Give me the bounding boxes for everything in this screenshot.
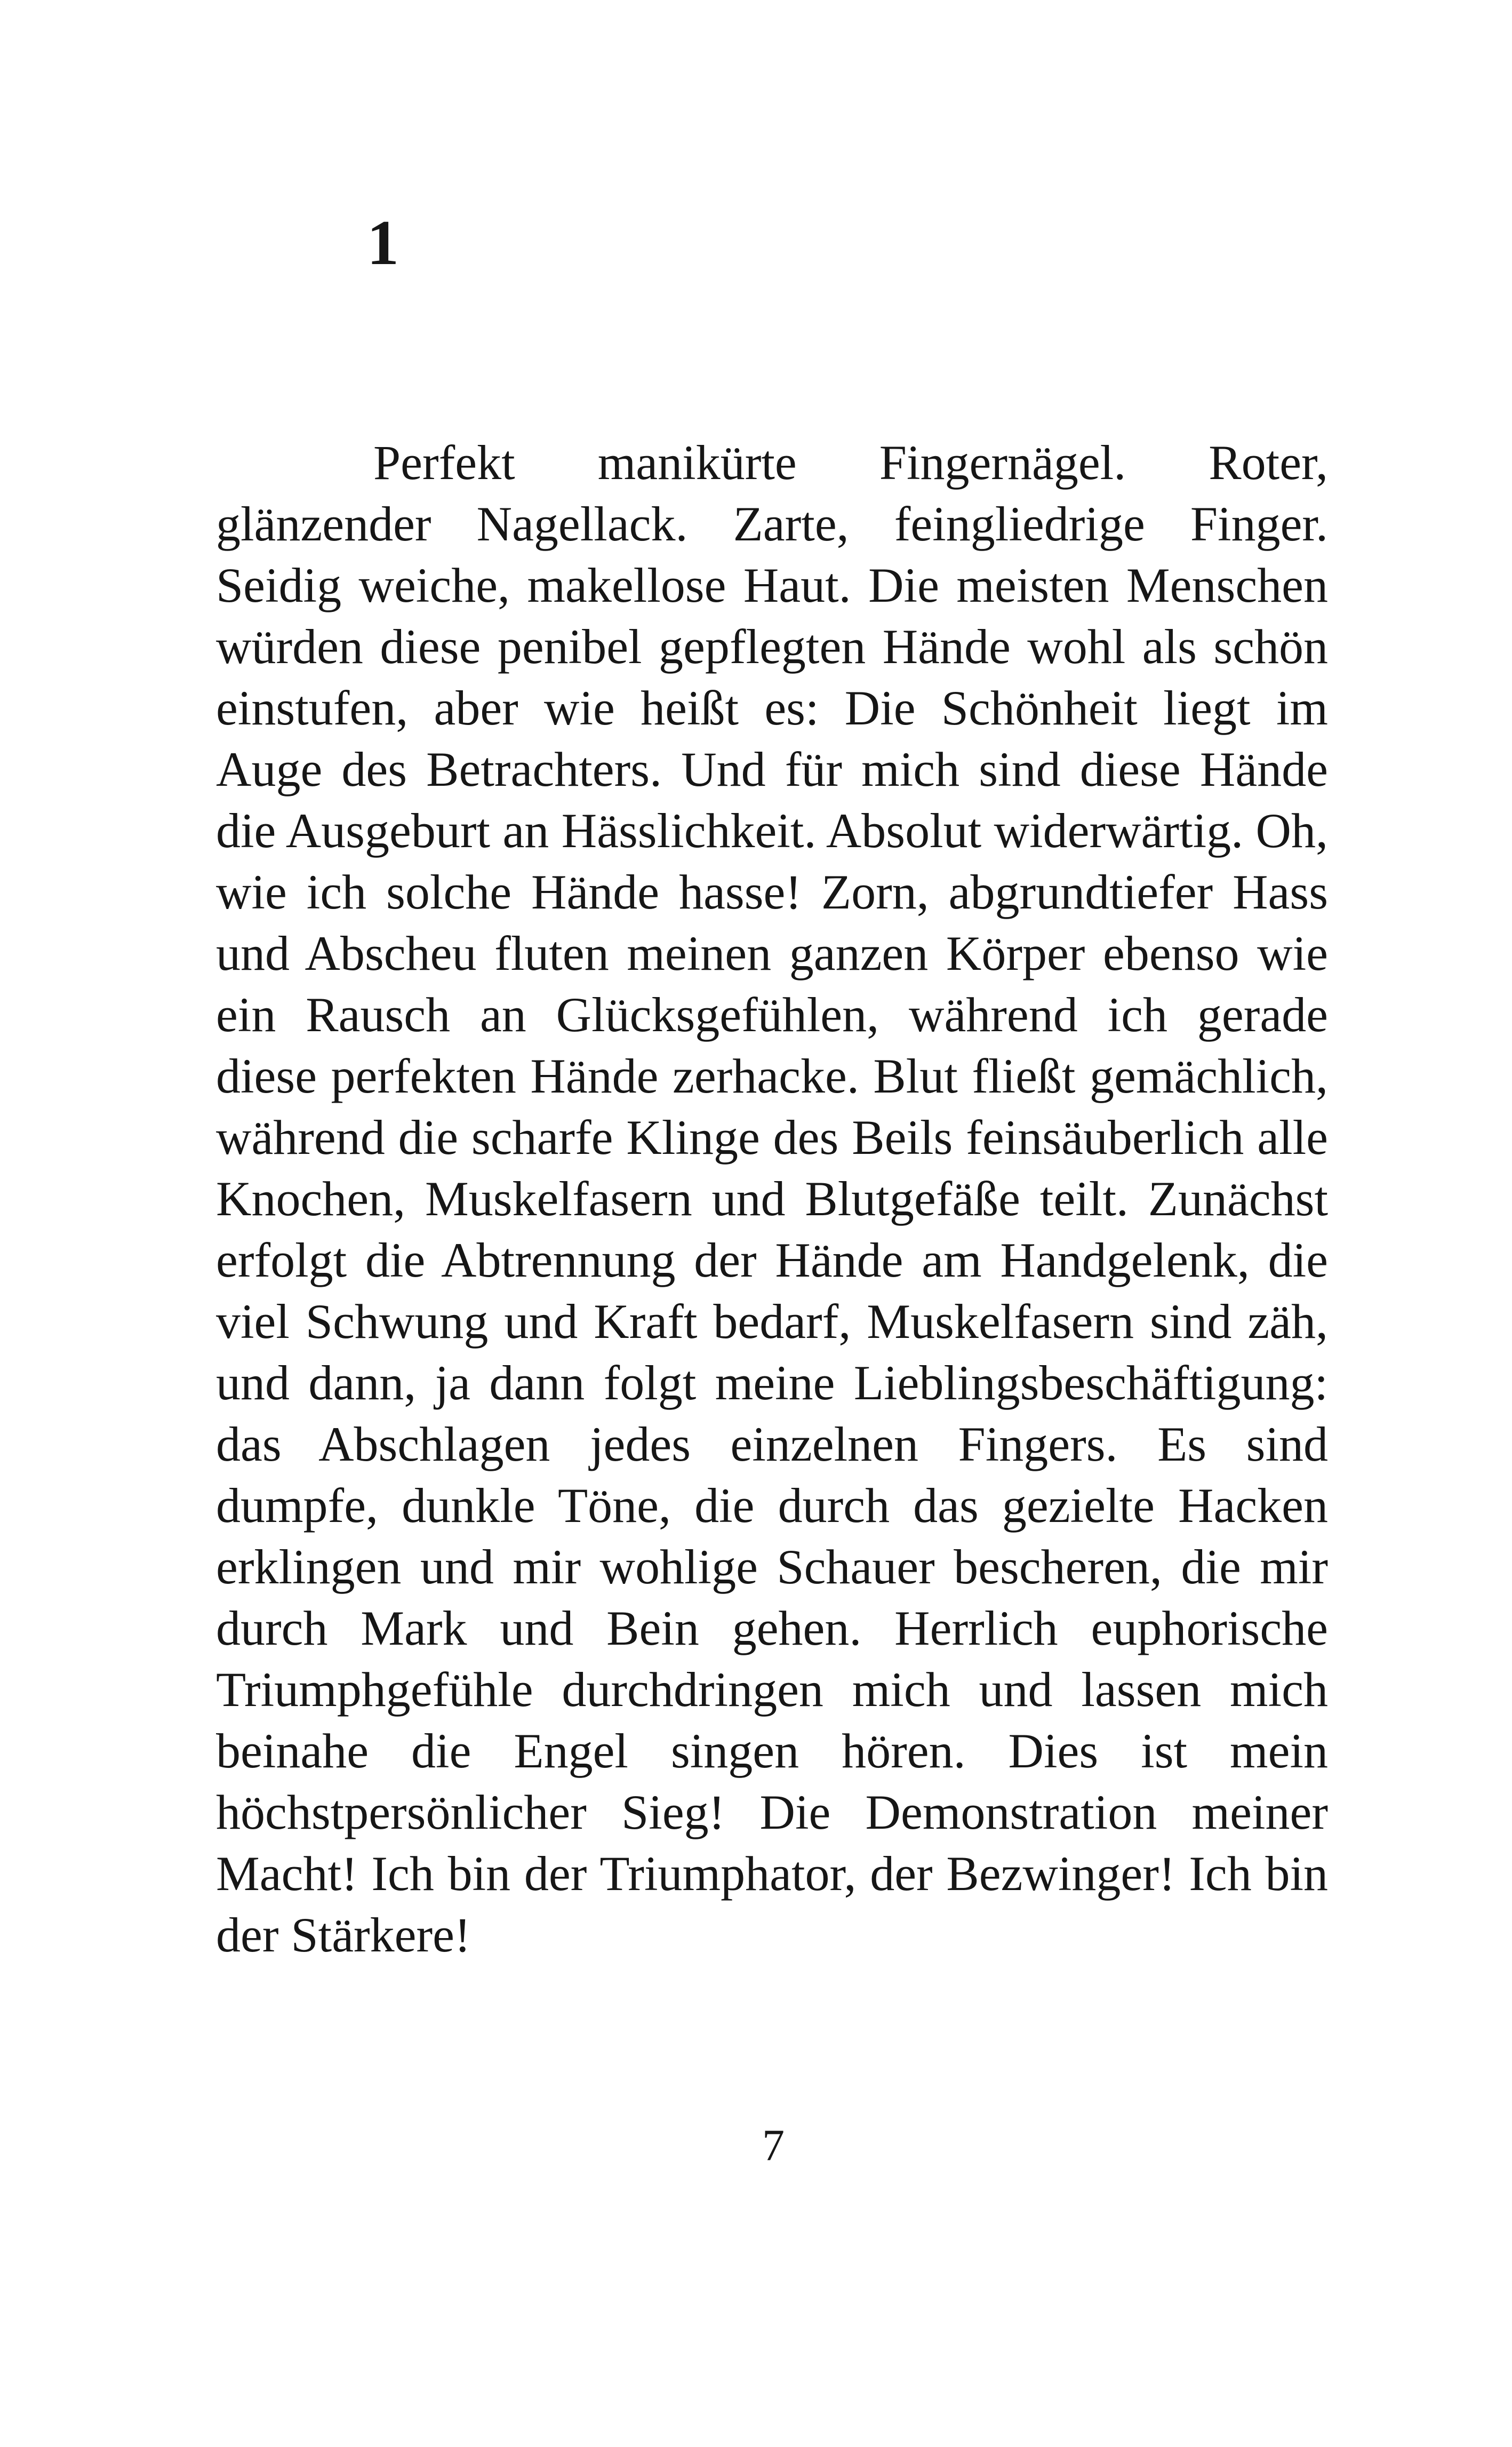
- chapter-number: 1: [367, 207, 399, 278]
- chapter-body-paragraph: Perfekt manikürte Fingernägel. Roter, glänzender Nagellack. Zarte, feingliedrige Finger. Seidig weiche, makellose Haut. Die meisten Menschen würden diese penibel gepflegten Hände wohl als schön einstufen, aber wie heißt es: Die Schönheit liegt im Auge des Betrachters. Und für mich sind diese Hände die Ausgeburt an Hässlichkeit. Absolut widerwärtig. Oh, wie ich solche Hände hasse! Zorn, abgrundtiefer Hass und Abscheu fluten meinen ganzen Körper ebenso wie ein Rausch an Glücksgefühlen, während ich gerade diese perfekten Hände zerhacke. Blut fließt gemächlich, während die scharfe Klinge des Beils feinsäuberlich alle Knochen, Muskelfasern und Blutgefäße teilt. Zunächst erfolgt die Abtrennung der Hände am Handgelenk, die viel Schwung und Kraft bedarf, Muskelfasern sind zäh, und dann, ja dann folgt meine Lieblingsbeschäftigung: das Abschlagen jedes einzelnen Fingers. Es sind dumpfe, dunkle Töne, die durch das gezielte Hacken erklingen und mir wohlige Schauer bescheren, die mir durch Mark und Bein gehen. Herrlich euphorische Triumphgefühle durchdringen mich und lassen mich beinahe die Engel singen hören. Dies ist mein höchstpersönlicher Sieg! Die Demonstration meiner Macht! Ich bin der Triumphator, der Bezwinger! Ich bin der Stärkere!: [216, 435, 1328, 1962]
- page-number: 7: [762, 2121, 785, 2170]
